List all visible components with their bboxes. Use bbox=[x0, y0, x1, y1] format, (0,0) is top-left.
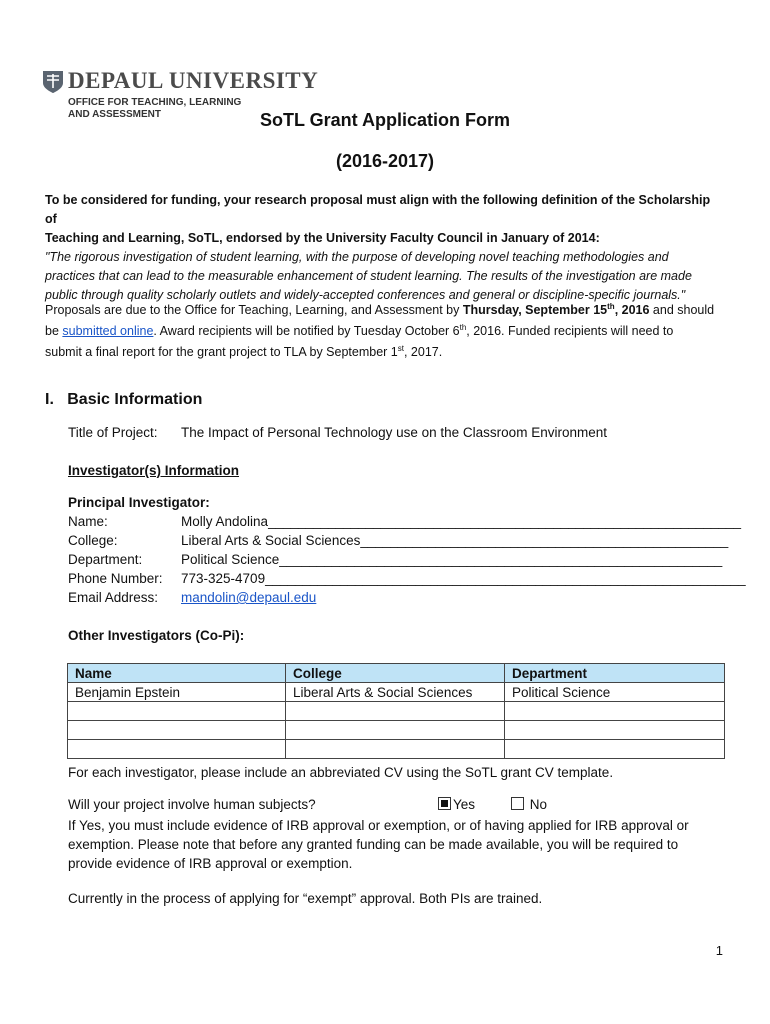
irb-status-note: Currently in the process of applying for “exempt” approval. Both PIs are trained. bbox=[68, 891, 543, 906]
pi-phone-row: Phone Number: 773-325-4709________________________________________________________________ bbox=[68, 571, 746, 586]
table-cell bbox=[505, 721, 725, 740]
table-cell: Political Science bbox=[505, 683, 725, 702]
human-subjects-row bbox=[68, 797, 548, 812]
table-cell bbox=[286, 721, 505, 740]
pi-department-row: Department: Political Science___________________________________________________________ bbox=[68, 552, 723, 567]
pi-email-link[interactable]: mandolin@depaul.edu bbox=[181, 590, 317, 605]
table-header-department: Department bbox=[505, 664, 725, 683]
table-cell: Benjamin Epstein bbox=[68, 683, 286, 702]
table-row bbox=[68, 740, 725, 759]
table-header-row bbox=[68, 664, 725, 683]
pi-name-value: Molly Andolina bbox=[181, 514, 269, 529]
section-heading-basic-info: I. Basic Information bbox=[45, 391, 203, 408]
table-cell bbox=[286, 740, 505, 759]
irb-paragraph: If Yes, you must include evidence of IRB approval or exemption, or of having applied for IRB approval or exemption. Please note that before any granted funding can be made available, you will be required to provide evidence of IRB approval or exemption. bbox=[68, 818, 689, 871]
copi-heading: Other Investigators (Co-Pi): bbox=[68, 628, 245, 643]
project-title-row bbox=[68, 425, 607, 440]
table-row bbox=[68, 702, 725, 721]
table-cell bbox=[68, 721, 286, 740]
no-option[interactable]: No bbox=[511, 797, 547, 812]
shield-icon bbox=[42, 70, 64, 94]
table-row bbox=[68, 721, 725, 740]
table-header-name: Name bbox=[68, 664, 286, 683]
investigators-heading: Investigator(s) Information bbox=[68, 463, 240, 478]
form-title: SoTL Grant Application Form bbox=[259, 110, 510, 130]
table-row bbox=[68, 683, 725, 702]
logo-office-name: OFFICE FOR TEACHING, LEARNING AND ASSESSMENT bbox=[68, 97, 242, 120]
table-cell bbox=[505, 740, 725, 759]
pi-name-row: Name: Molly Andolina_______________________________________________________________ bbox=[68, 514, 742, 529]
pi-heading: Principal Investigator: bbox=[68, 495, 210, 510]
table-cell bbox=[505, 702, 725, 721]
pi-college-row: College: Liberal Arts & Social Sciences_________________________________________________ bbox=[68, 533, 729, 548]
submit-online-link[interactable]: submitted online bbox=[62, 324, 154, 339]
yes-option[interactable]: Yes bbox=[438, 797, 475, 812]
copi-table bbox=[67, 663, 725, 759]
pi-college-value: Liberal Arts & Social Sciences bbox=[181, 533, 361, 548]
table-header-college: College bbox=[286, 664, 505, 683]
table-cell: Liberal Arts & Social Sciences bbox=[286, 683, 505, 702]
project-title-value: The Impact of Personal Technology use on the Classroom Environment bbox=[181, 425, 607, 440]
table-cell bbox=[68, 740, 286, 759]
no-checkbox[interactable] bbox=[511, 797, 524, 810]
cv-note: For each investigator, please include an abbreviated CV using the SoTL grant CV template. bbox=[68, 765, 614, 780]
due-date-paragraph: Proposals are due to the Office for Teaching, Learning, and Assessment by Thursday, September 15th, 2016 and should be submitted online. Award recipients will be notified by Tuesday October 6th, 2016. Funded recipients will need to submit a final report for the grant project to TLA by September 1st, 2017. bbox=[45, 302, 715, 360]
form-year: (2016-2017) bbox=[335, 151, 435, 171]
pi-phone-value: 773-325-4709 bbox=[181, 571, 266, 586]
table-cell bbox=[286, 702, 505, 721]
table-cell bbox=[68, 702, 286, 721]
page-number: 1 bbox=[715, 943, 723, 958]
pi-email-row: Email Address: mandolin@depaul.edu bbox=[68, 590, 317, 605]
funding-criteria: To be considered for funding, your research proposal must align with the following definition of the Scholarship of Teaching and Learning, SoTL, endorsed by the University Faculty Council in January of 2014: "The rigorous investigation of student learning, with the purpose of developing novel teaching methodologies and practices that can lead to the measurable enhancement of student learning. The results of the investigation are made public through quality scholarly outlets and widely-accepted conferences and general or discipline-specific journals." bbox=[45, 193, 711, 302]
human-subjects-question: Will your project involve human subjects? bbox=[68, 797, 316, 812]
yes-checkbox[interactable] bbox=[438, 797, 451, 810]
logo-university-name: DEPAUL UNIVERSITY bbox=[68, 68, 319, 93]
pi-department-value: Political Science bbox=[181, 552, 280, 567]
project-title-label: Title of Project: bbox=[68, 425, 158, 440]
